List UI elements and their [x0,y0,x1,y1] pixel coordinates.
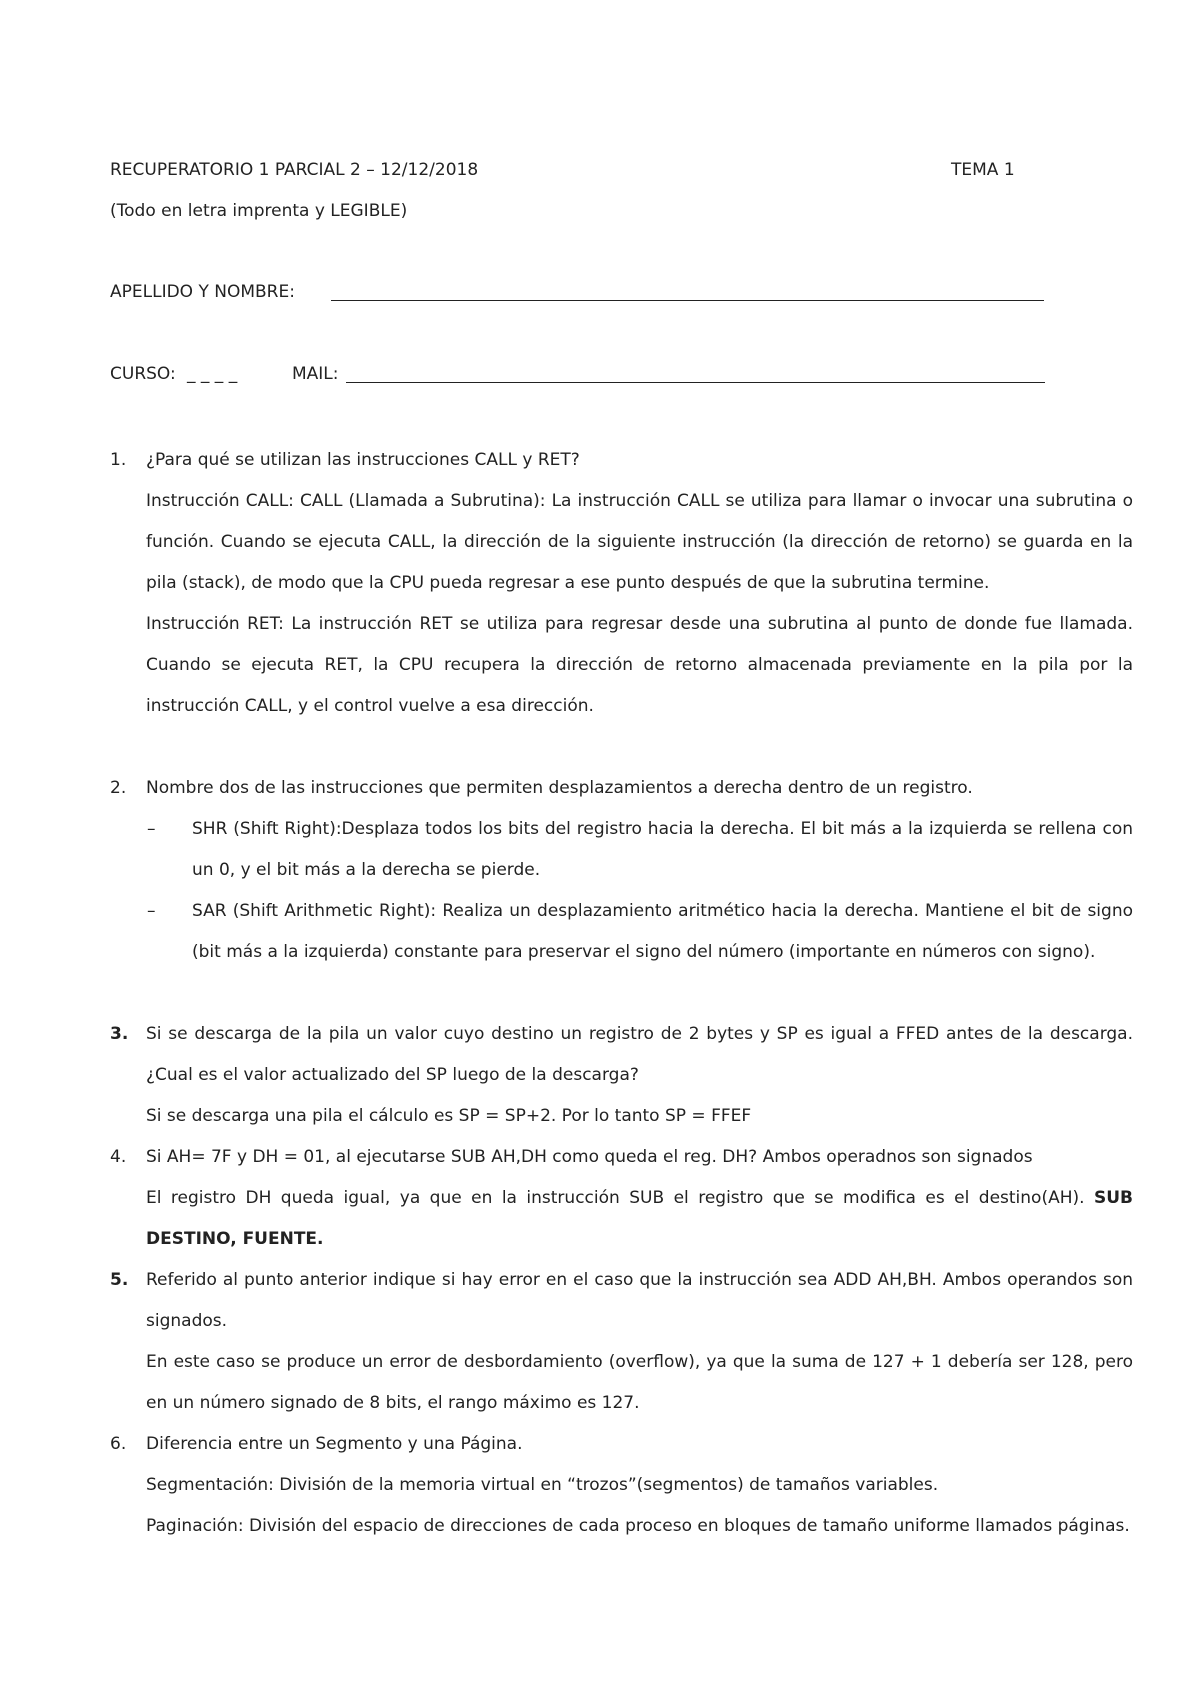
bullet-shr [110,809,1133,891]
name-label: APELLIDO Y NOMBRE: [110,282,295,302]
exam-note: (Todo en letra imprenta y LEGIBLE) [110,201,408,221]
answer-text: El registro DH queda igual, ya que en la instrucción SUB el registro que se modifica es el destino(AH). [146,1188,1085,1208]
question-2 [110,768,1133,973]
answer-text: Si se descarga una pila el cálculo es SP = SP+2. Por lo tanto SP = FFEF [146,1106,752,1126]
answer-call: Instrucción CALL: CALL (Llamada a Subrutina): La instrucción CALL se utiliza para llamar o invocar una subrutina o función. Cuando se ejecuta CALL, la dirección de la siguiente instrucción (la dirección de retorno) se guarda en la pila (stack), de modo que la CPU pueda regresar a ese punto después de que la subrutina termine. [146,491,1133,593]
curso-blank[interactable]: _ _ _ _ [187,364,238,384]
question-text: Diferencia entre un Segmento y una Página. [146,1434,523,1454]
bullet-shr-text: SHR (Shift Right):Desplaza todos los bits del registro hacia la derecha. El bit más a la izquierda se rellena con un 0, y el bit más a la derecha se pierde. [192,819,1133,880]
question-number: 1. [110,450,127,470]
mail-label: MAIL: [292,364,339,384]
question-3 [110,1014,1133,1137]
bullet-sar [110,891,1133,973]
name-field-line[interactable] [331,300,1044,301]
bullet-dash: – [147,901,156,921]
mail-field-line[interactable] [346,382,1045,383]
bullet-dash: – [147,819,156,839]
question-text: Si AH= 7F y DH = 01, al ejecutarse SUB AH,DH como queda el reg. DH? Ambos operadnos son signados [146,1147,1033,1167]
question-number: 3. [110,1024,129,1044]
question-text: Referido al punto anterior indique si hay error en el caso que la instrucción sea ADD AH,BH. Ambos operandos son signados. [146,1270,1133,1331]
curso-label: CURSO: [110,364,176,384]
answer-paginacion: Paginación: División del espacio de direcciones de cada proceso en bloques de tamaño uniforme llamados páginas. [146,1516,1130,1536]
question-number: 6. [110,1434,127,1454]
answer-segmentacion: Segmentación: División de la memoria virtual en “trozos”(segmentos) de tamaños variables. [146,1475,939,1495]
question-number: 5. [110,1270,129,1290]
question-5 [110,1260,1133,1424]
question-number: 4. [110,1147,127,1167]
answer-text: En este caso se produce un error de desbordamiento (overflow), ya que la suma de 127 + 1 debería ser 128, pero en un número signado de 8 bits, el rango máximo es 127. [146,1352,1133,1413]
question-number: 2. [110,778,127,798]
question-text: ¿Para qué se utilizan las instrucciones CALL y RET? [146,450,580,470]
exam-title: RECUPERATORIO 1 PARCIAL 2 – 12/12/2018 [110,160,479,180]
exam-tema: TEMA 1 [951,160,1015,180]
question-text: Si se descarga de la pila un valor cuyo destino un registro de 2 bytes y SP es igual a FFED antes de la descarga. ¿Cual es el valor actualizado del SP luego de la descarga? [146,1024,1133,1085]
question-text: Nombre dos de las instrucciones que permiten desplazamientos a derecha dentro de un registro. [146,778,973,798]
question-1 [110,440,1133,727]
bullet-sar-text: SAR (Shift Arithmetic Right): Realiza un desplazamiento aritmético hacia la derecha. Mantiene el bit de signo (bit más a la izquierda) constante para preservar el signo del número (importante en números con signo). [192,901,1133,962]
answer-bold: SUB DESTINO, FUENTE. [146,1188,1134,1249]
answer-ret: Instrucción RET: La instrucción RET se utiliza para regresar desde una subrutina al punto de donde fue llamada. Cuando se ejecuta RET, la CPU recupera la dirección de retorno almacenada previamente en la pila por la instrucción CALL, y el control vuelve a esa dirección. [146,614,1133,716]
question-4 [110,1137,1133,1260]
question-6 [110,1424,1133,1547]
